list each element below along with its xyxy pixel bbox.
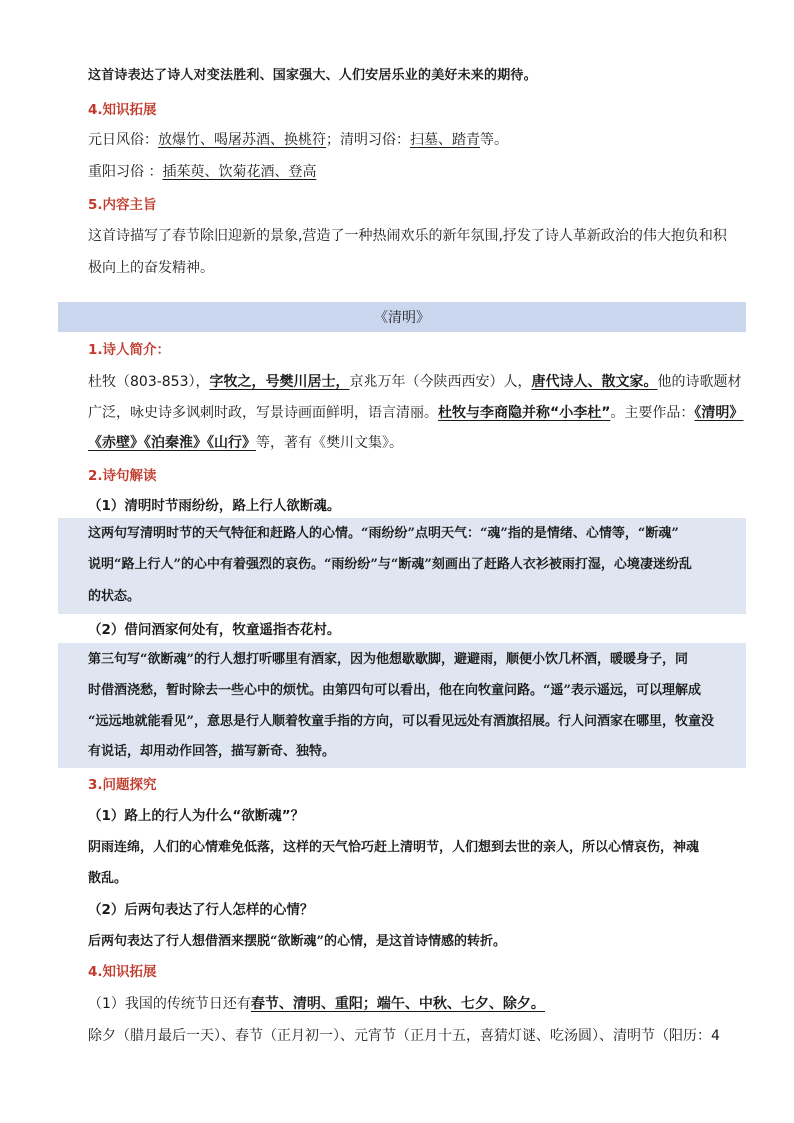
heading-knowledge-extension: 4.知识拓展 xyxy=(88,102,157,118)
heading-verse-reading: 2.诗句解读 xyxy=(88,468,157,484)
poem-title-bar xyxy=(58,302,746,332)
question-1: （1）路上的行人为什么“欲断魂”？ xyxy=(88,808,305,824)
conclusion-line: 这首诗表达了诗人对变法胜利、国家强大、人们安居乐业的美好未来的期待。 xyxy=(88,68,537,83)
bio-hometown: 京兆万年（今陕西西安）人， xyxy=(349,374,532,390)
bio-line-1 xyxy=(88,372,742,392)
verse-2-explanation-line-4: 有说话，却用动作回答，描写新奇、独特。 xyxy=(88,744,336,759)
chongyang-customs-line xyxy=(88,162,316,182)
answer-2: 后两句表达了行人想借酒来摆脱“欲断魂”的心情，是这首诗情感的转折。 xyxy=(88,934,506,949)
heading-question-explore: 3.问题探究 xyxy=(88,777,157,793)
qingming-items: 扫墓、踏青 xyxy=(410,132,480,148)
bio-work-qingming: 《清明》 xyxy=(694,405,744,421)
verse-2-explanation-line-2: 时借酒浇愁，暂时除去一些心中的烦忧。由第四句可以看出，他在向牧童问路。“遥”表示遥远，可以理解成 xyxy=(88,683,701,698)
bio-works-label: 。主要作品： xyxy=(610,405,695,421)
bio-xiaolidu: 杜牧与李商隐并称“小李杜” xyxy=(438,405,611,421)
bio-line-3 xyxy=(88,433,403,453)
qingming-label: ；清明习俗： xyxy=(326,132,410,148)
poem-title: 《清明》 xyxy=(374,310,430,326)
main-idea-line-1: 这首诗描写了春节除旧迎新的景象,营造了一种热闹欢乐的新年氛围,抒发了诗人革新政治的伟大抱负和积 xyxy=(88,228,727,244)
yuandan-items: 放爆竹、喝屠苏酒、换桃符 xyxy=(158,132,326,148)
verse-1: （1）清明时节雨纷纷，路上行人欲断魂。 xyxy=(88,498,341,514)
bio-style-name: 字牧之，号樊川居士， xyxy=(209,374,350,390)
heading-main-idea: 5.内容主旨 xyxy=(88,197,157,213)
yuandan-customs-line xyxy=(88,130,508,150)
answer-1-line-2: 散乱。 xyxy=(88,871,128,886)
festival-line-1 xyxy=(88,994,545,1014)
chongyang-label: 重阳习俗 ： xyxy=(88,164,163,180)
bio-line-2 xyxy=(88,403,743,423)
heading-poet-intro: 1.诗人简介： xyxy=(88,342,171,358)
bio-style: 广泛，咏史诗多讽刺时政，写景诗画面鲜明，语言清丽。 xyxy=(88,405,438,421)
verse-1-explanation-line-2: 说明“路上行人”的心中有着强烈的哀伤。“雨纷纷”与“断魂”刻画出了赶路人衣衫被雨打湿，心境凄迷纷乱 xyxy=(88,557,692,572)
verse-2-explanation-line-3: “远远地就能看见”，意思是行人顺着牧童手指的方向，可以看见远处有酒旗招展。行人问酒家在哪里，牧童没 xyxy=(88,714,714,729)
answer-1-line-1: 阴雨连绵，人们的心情难免低落，这样的天气恰巧赶上清明节，人们想到去世的亲人，所以心情哀伤，神魂 xyxy=(88,840,700,855)
yuandan-label: 元日风俗： xyxy=(88,132,158,148)
bio-dates: 杜牧（803-853）， xyxy=(88,374,210,390)
bio-identity: 唐代诗人、散文家。 xyxy=(531,374,658,390)
bio-collection: 等，著有《樊川文集》。 xyxy=(256,435,403,451)
verse-2-explanation-line-1: 第三句写“欲断魂”的行人想打听哪里有酒家，因为他想歇歇脚，避避雨，顺便小饮几杯酒，暖暖身子，同 xyxy=(88,652,688,667)
festival-list: 春节、清明、重阳；端午、中秋、七夕、除夕。 xyxy=(250,996,545,1012)
festival-intro: （1）我国的传统节日还有 xyxy=(88,996,251,1012)
chongyang-items: 插茱萸、饮菊花酒、登高 xyxy=(162,164,317,180)
heading-knowledge-extension-2: 4.知识拓展 xyxy=(88,964,157,980)
qingming-tail: 等。 xyxy=(480,132,508,148)
verse-1-explanation-line-3: 的状态。 xyxy=(88,589,141,604)
verse-1-explanation-line-1: 这两句写清明时节的天气特征和赶路人的心情。“雨纷纷”点明天气：“魂”指的是情绪、心情等，“断魂” xyxy=(88,526,679,541)
verse-2: （2）借问酒家何处有，牧童遥指杏花村。 xyxy=(88,622,341,638)
main-idea-line-2: 极向上的奋发精神。 xyxy=(88,260,214,276)
bio-tail: 他的诗歌题材 xyxy=(657,374,742,390)
bio-works: 《赤壁》《泊秦淮》《山行》 xyxy=(88,435,256,451)
festival-line-2: 除夕（腊月最后一天）、春节（正月初一）、元宵节（正月十五，喜猜灯谜、吃汤圆）、清明节（阳历：4 xyxy=(88,1028,720,1044)
question-2: （2）后两句表达了行人怎样的心情？ xyxy=(88,902,314,918)
